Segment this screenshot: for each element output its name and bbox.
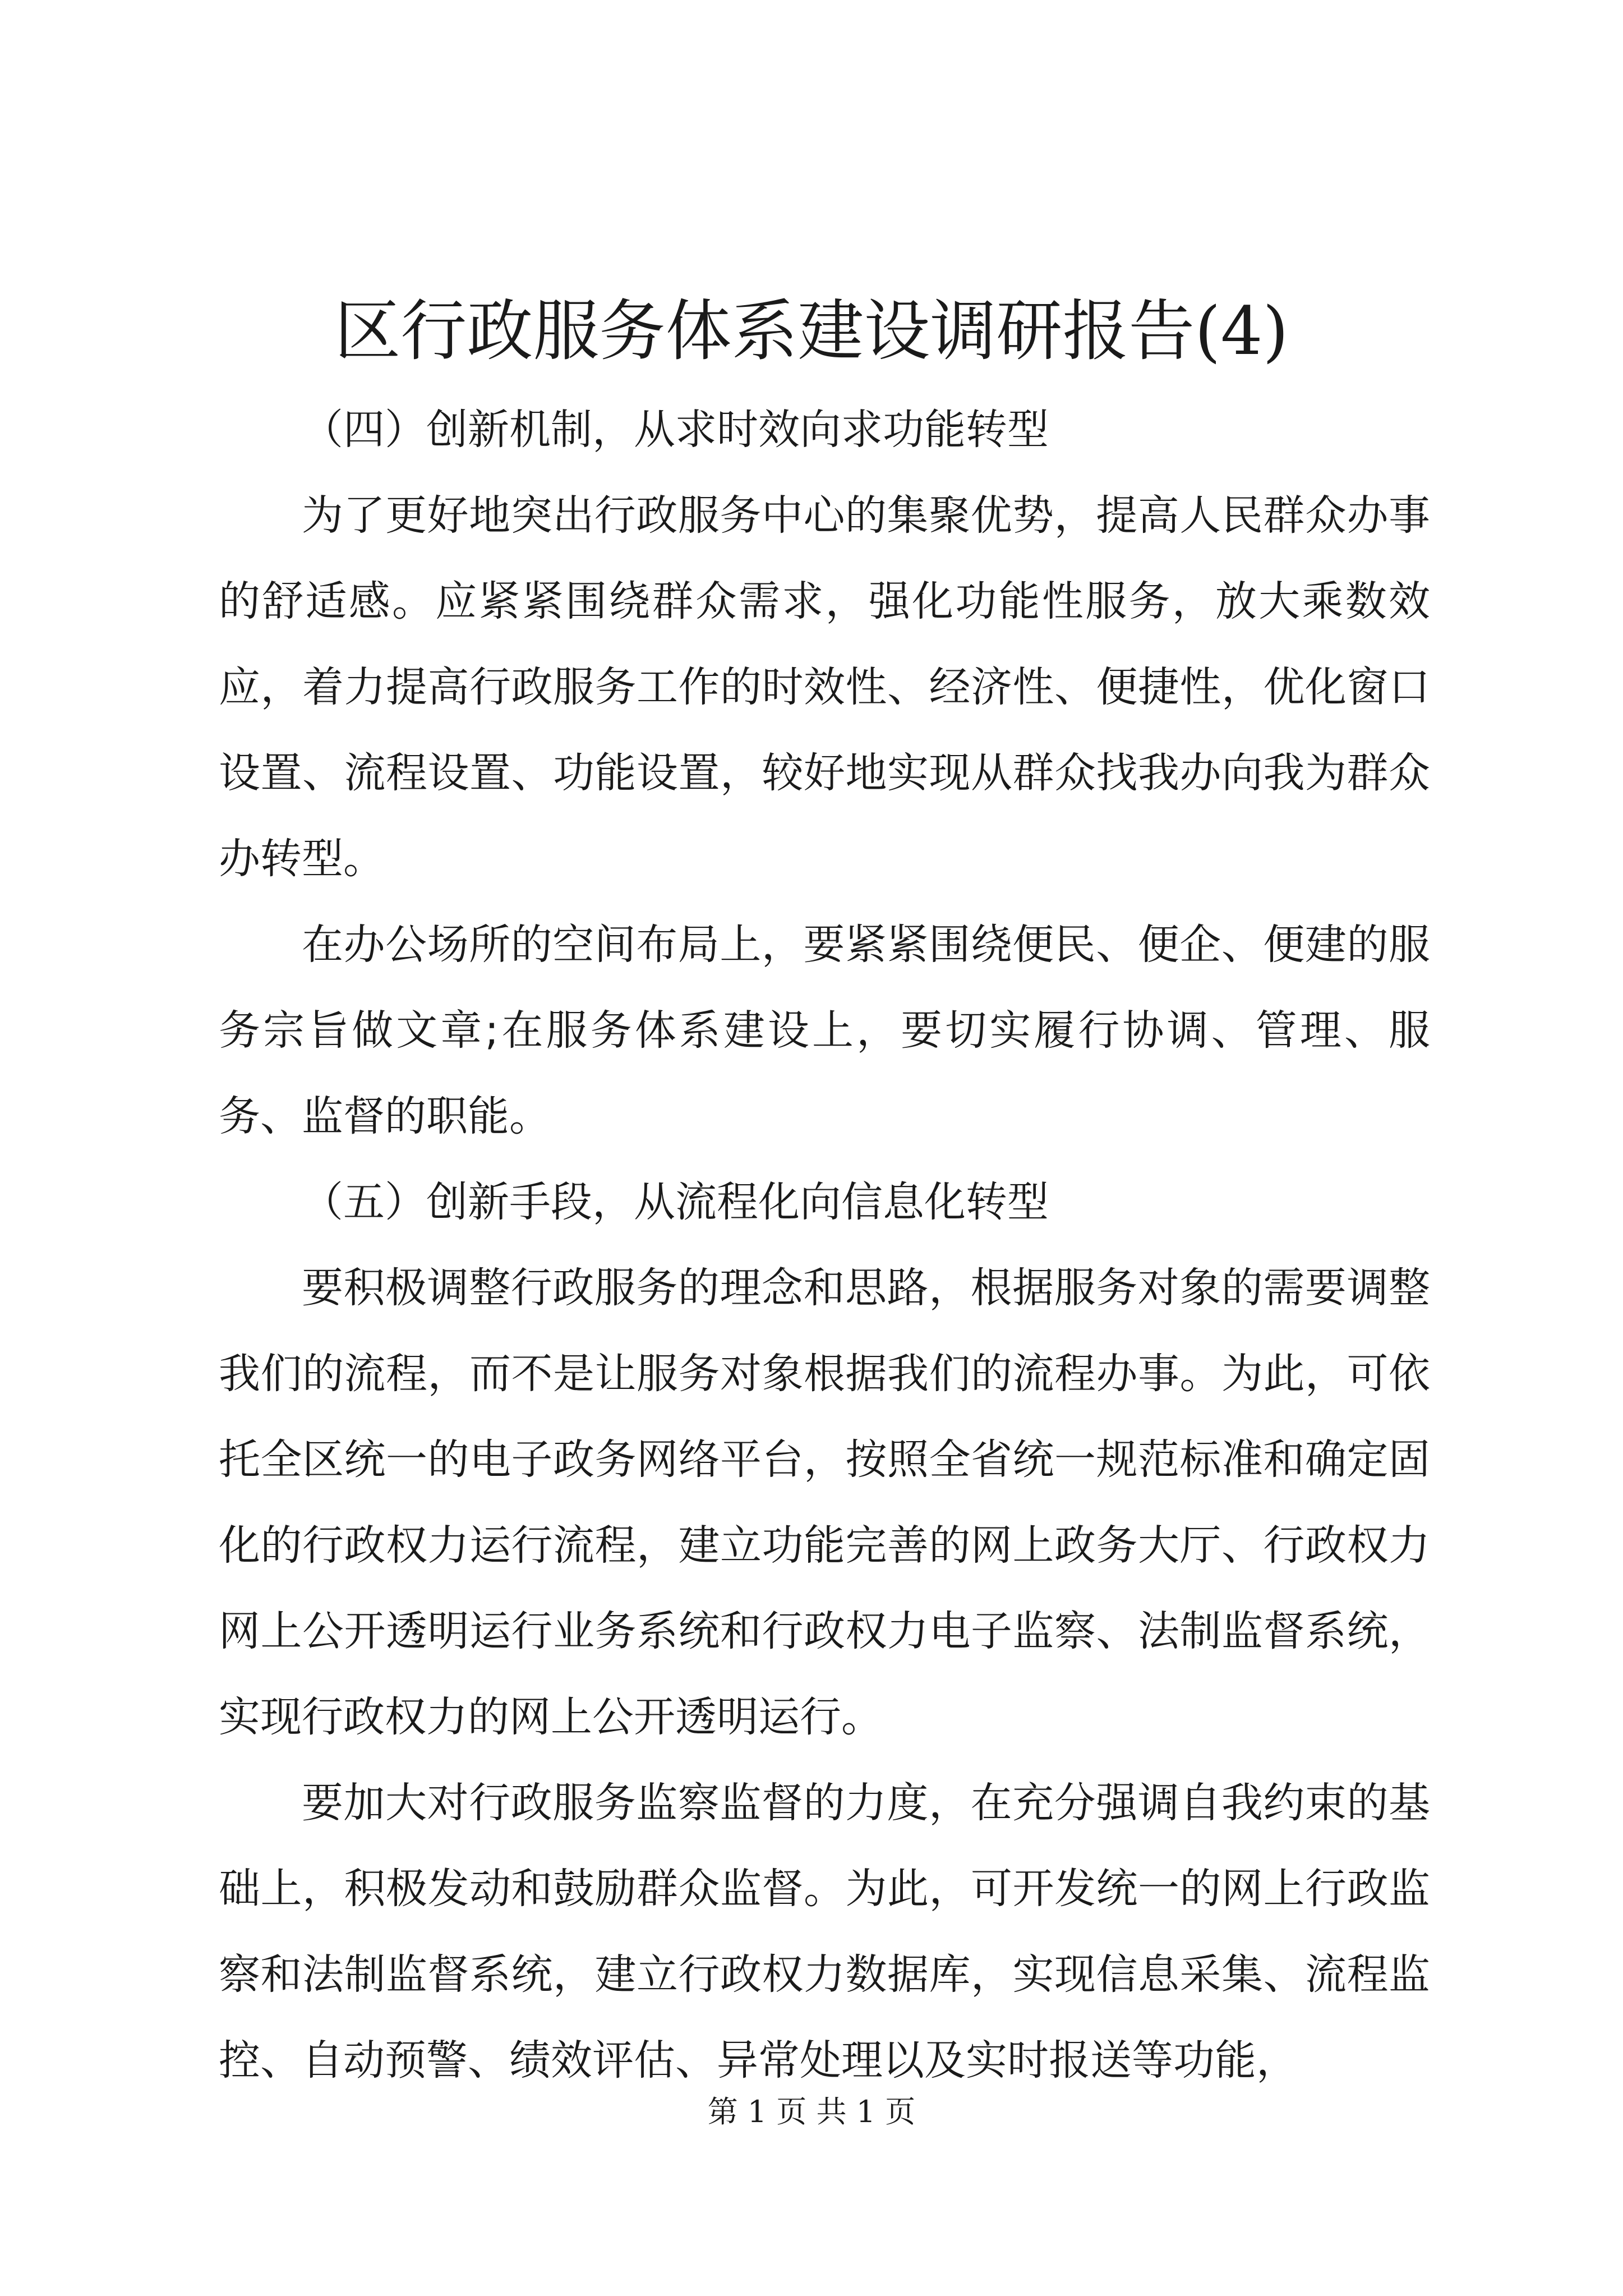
document-title: 区行政服务体系建设调研报告(4) [334, 292, 1289, 370]
paragraph: 要积极调整行政服务的理念和思路，根据服务对象的需要调整我们的流程，而不是让服务对象根据我们的流程办事。为此，可依托全区统一的电子政务网络平台，按照全省统一规范标准和确定固化的行政权力运行流程，建立功能完善的网上政务大厅、行政权力网上公开透明运行业务系统和行政权力电子监察、法制监督系统，实现行政权力的网上公开透明运行。 [219, 1264, 1430, 1741]
paragraph: 在办公场所的空间布局上，要紧紧围绕便民、便企、便建的服务宗旨做文章;在服务体系建设上，要切实履行协调、管理、服务、监督的职能。 [219, 921, 1430, 1140]
section-heading: （四）创新机制，从求时效向求功能转型 [302, 406, 1049, 454]
paragraph: 要加大对行政服务监察监督的力度，在充分强调自我约束的基础上，积极发动和鼓励群众监督。为此，可开发统一的网上行政监察和法制监督系统，建立行政权力数据库，实现信息采集、流程监控、自动预警、绩效评估、异常处理以及实时报送等功能， [219, 1779, 1430, 2085]
paragraph: 为了更好地突出行政服务中心的集聚优势，提高人民群众办事的舒适感。应紧紧围绕群众需求，强化功能性服务，放大乘数效应，着力提高行政服务工作的时效性、经济性、便捷性，优化窗口设置、流程设置、功能设置，较好地实现从群众找我办向我为群众办转型。 [219, 491, 1430, 883]
page-footer: 第 1 页 共 1 页 [707, 2094, 916, 2129]
document-body [219, 387, 1430, 2104]
section-heading: （五）创新手段，从流程化向信息化转型 [302, 1178, 1049, 1226]
